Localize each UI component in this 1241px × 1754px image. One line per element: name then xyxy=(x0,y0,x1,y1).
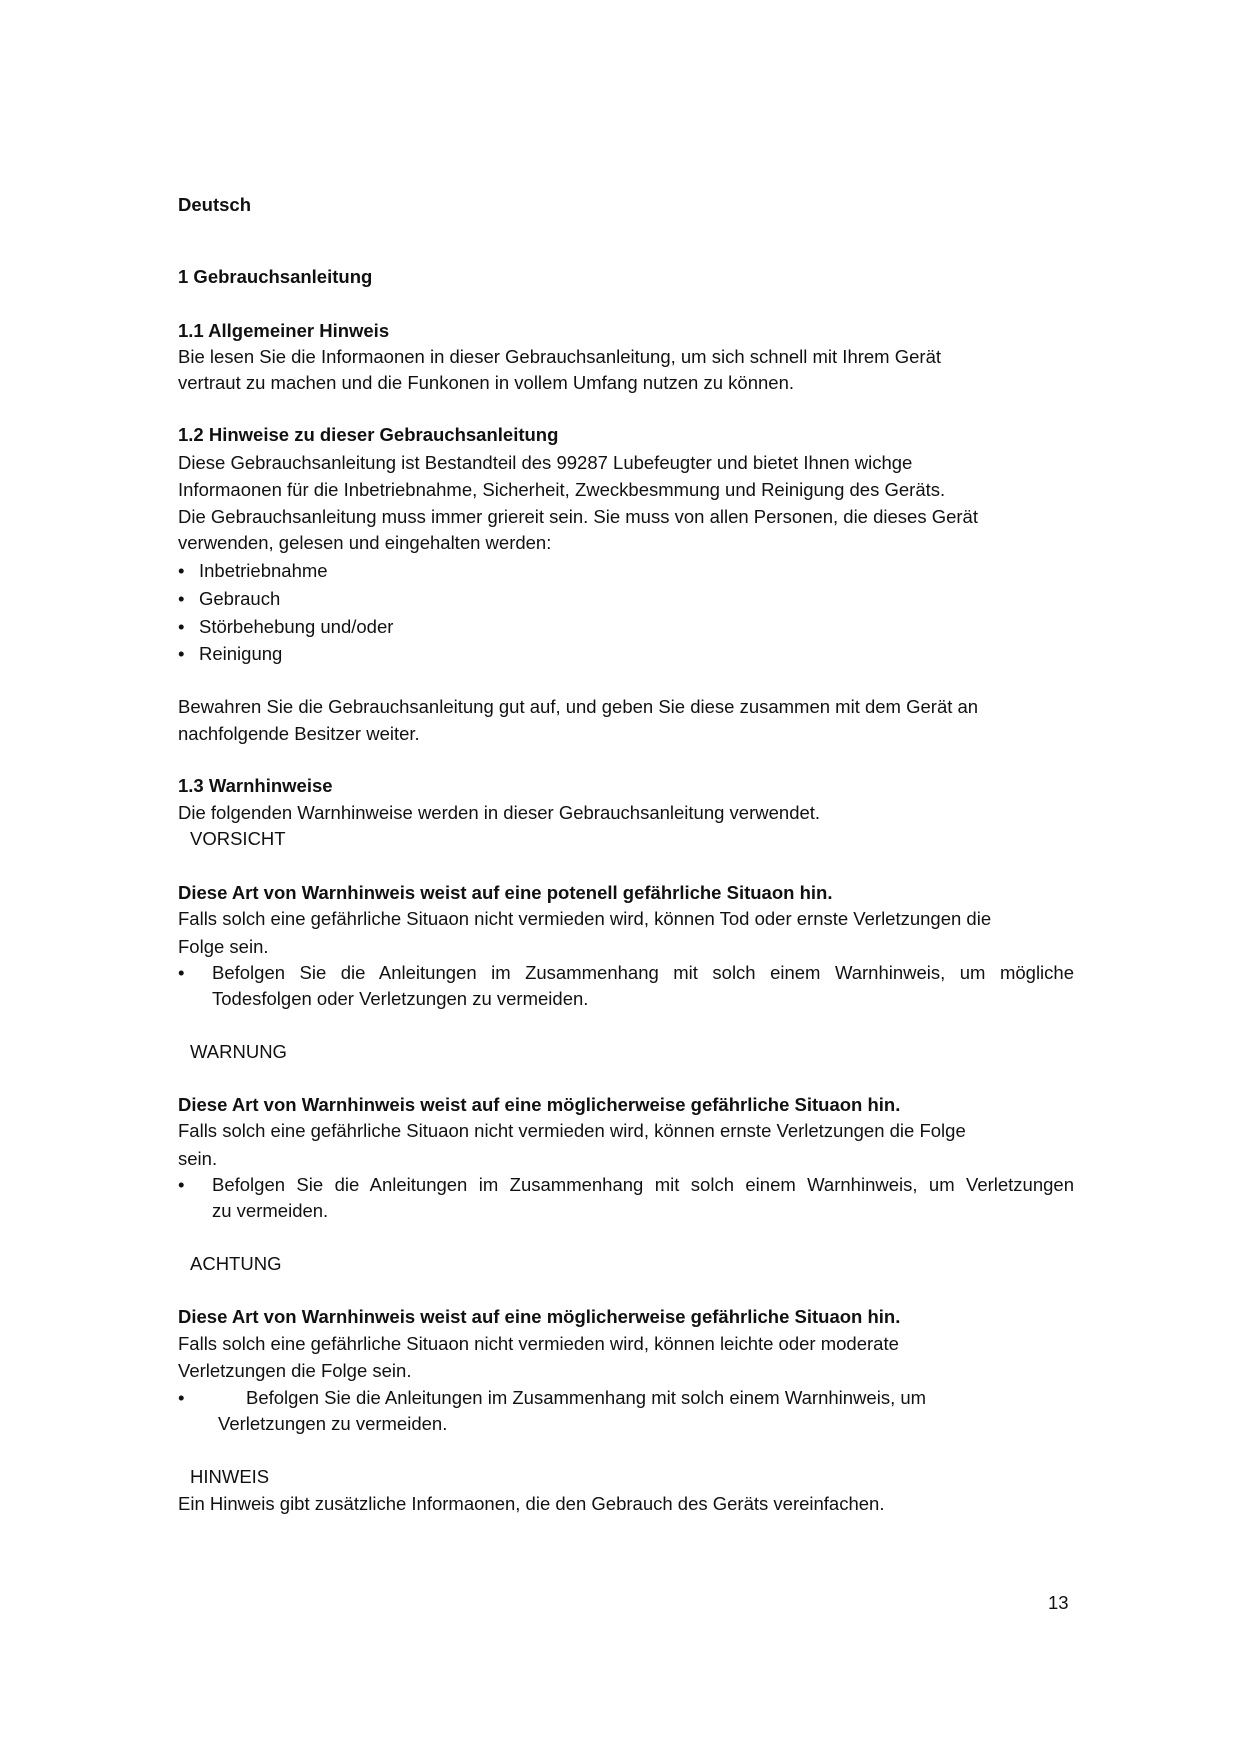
language-heading: Deutsch xyxy=(178,194,251,215)
vorsicht-line: Falls solch eine gefährliche Situaon nicht vermieden wird, können Tod oder ernste Verletzungen die xyxy=(178,908,992,929)
warnung-bullet-line: Befolgen Sie die Anleitungen im Zusammenhang mit solch einem Warnhinweis, um Verletzungen xyxy=(212,1174,1074,1195)
section-title: 1 Gebrauchsanleitung xyxy=(178,266,373,287)
bullet-symbol: • xyxy=(178,1387,185,1408)
warnung-bullet-line: zu vermeiden. xyxy=(212,1200,329,1221)
notes-closing: Bewahren Sie die Gebrauchsanleitung gut auf, und geben Sie diese zusammen mit dem Gerät an xyxy=(178,696,979,717)
achtung-bold: Diese Art von Warnhinweis weist auf eine möglicherweise gefährliche Situaon hin. xyxy=(178,1306,901,1327)
vorsicht-line: Folge sein. xyxy=(178,936,269,957)
bullet-symbol: • xyxy=(178,1174,185,1195)
general-line: vertraut zu machen und die Funkonen in vollem Umfang nutzen zu können. xyxy=(178,372,795,393)
achtung-bullet-line: Verletzungen zu vermeiden. xyxy=(218,1413,448,1434)
notes-closing: nachfolgende Besitzer weiter. xyxy=(178,723,420,744)
general-heading: 1.1 Allgemeiner Hinweis xyxy=(178,320,390,341)
achtung-bullet-line: Befolgen Sie die Anleitungen im Zusammenhang mit solch einem Warnhinweis, um xyxy=(246,1387,927,1408)
hinweis-label: HINWEIS xyxy=(190,1466,270,1487)
warnings-intro: Die folgenden Warnhinweise werden in dieser Gebrauchsanleitung verwendet. xyxy=(178,802,821,823)
general-line: Bie lesen Sie die Informaonen in dieser Gebrauchsanleitung, um sich schnell mit Ihrem Gerät xyxy=(178,346,941,367)
hinweis-text: Ein Hinweis gibt zusätzliche Informaonen, die den Gebrauch des Geräts vereinfachen. xyxy=(178,1493,885,1514)
warnung-label: WARNUNG xyxy=(190,1041,287,1062)
vorsicht-bullet-line: Befolgen Sie die Anleitungen im Zusammenhang mit solch einem Warnhinweis, um mögliche xyxy=(212,962,1074,983)
bullet-symbol: • xyxy=(178,616,185,637)
warnung-bold: Diese Art von Warnhinweis weist auf eine möglicherweise gefährliche Situaon hin. xyxy=(178,1094,901,1115)
notes-heading: 1.2 Hinweise zu dieser Gebrauchsanleitung xyxy=(178,424,559,445)
achtung-line: Falls solch eine gefährliche Situaon nicht vermieden wird, können leichte oder moderate xyxy=(178,1333,899,1354)
bullet-symbol: • xyxy=(178,560,185,581)
bullet-symbol: • xyxy=(178,588,185,609)
list-item: Inbetriebnahme xyxy=(199,560,328,581)
warnings-heading: 1.3 Warnhinweise xyxy=(178,775,333,796)
achtung-line: Verletzungen die Folge sein. xyxy=(178,1360,412,1381)
vorsicht-label: VORSICHT xyxy=(190,828,286,849)
bullet-symbol: • xyxy=(178,643,185,664)
achtung-label: ACHTUNG xyxy=(190,1253,282,1274)
notes-line: Informaonen für die Inbetriebnahme, Sicherheit, Zweckbesmmung und Reinigung des Geräts. xyxy=(178,479,946,500)
page-number: 13 xyxy=(1048,1592,1069,1613)
notes-line: verwenden, gelesen und eingehalten werden: xyxy=(178,532,552,553)
vorsicht-bold: Diese Art von Warnhinweis weist auf eine potenell gefährliche Situaon hin. xyxy=(178,882,833,903)
list-item: Gebrauch xyxy=(199,588,281,609)
vorsicht-bullet-line: Todesfolgen oder Verletzungen zu vermeiden. xyxy=(212,988,589,1009)
notes-line: Diese Gebrauchsanleitung ist Bestandteil des 99287 Lubefeugter und bietet Ihnen wichge xyxy=(178,452,913,473)
notes-line: Die Gebrauchsanleitung muss immer griereit sein. Sie muss von allen Personen, die dieses Gerät xyxy=(178,506,978,527)
warnung-line: sein. xyxy=(178,1148,218,1169)
bullet-symbol: • xyxy=(178,962,185,983)
list-item: Reinigung xyxy=(199,643,283,664)
list-item: Störbehebung und/oder xyxy=(199,616,394,637)
warnung-line: Falls solch eine gefährliche Situaon nicht vermieden wird, können ernste Verletzungen die Folge xyxy=(178,1120,966,1141)
